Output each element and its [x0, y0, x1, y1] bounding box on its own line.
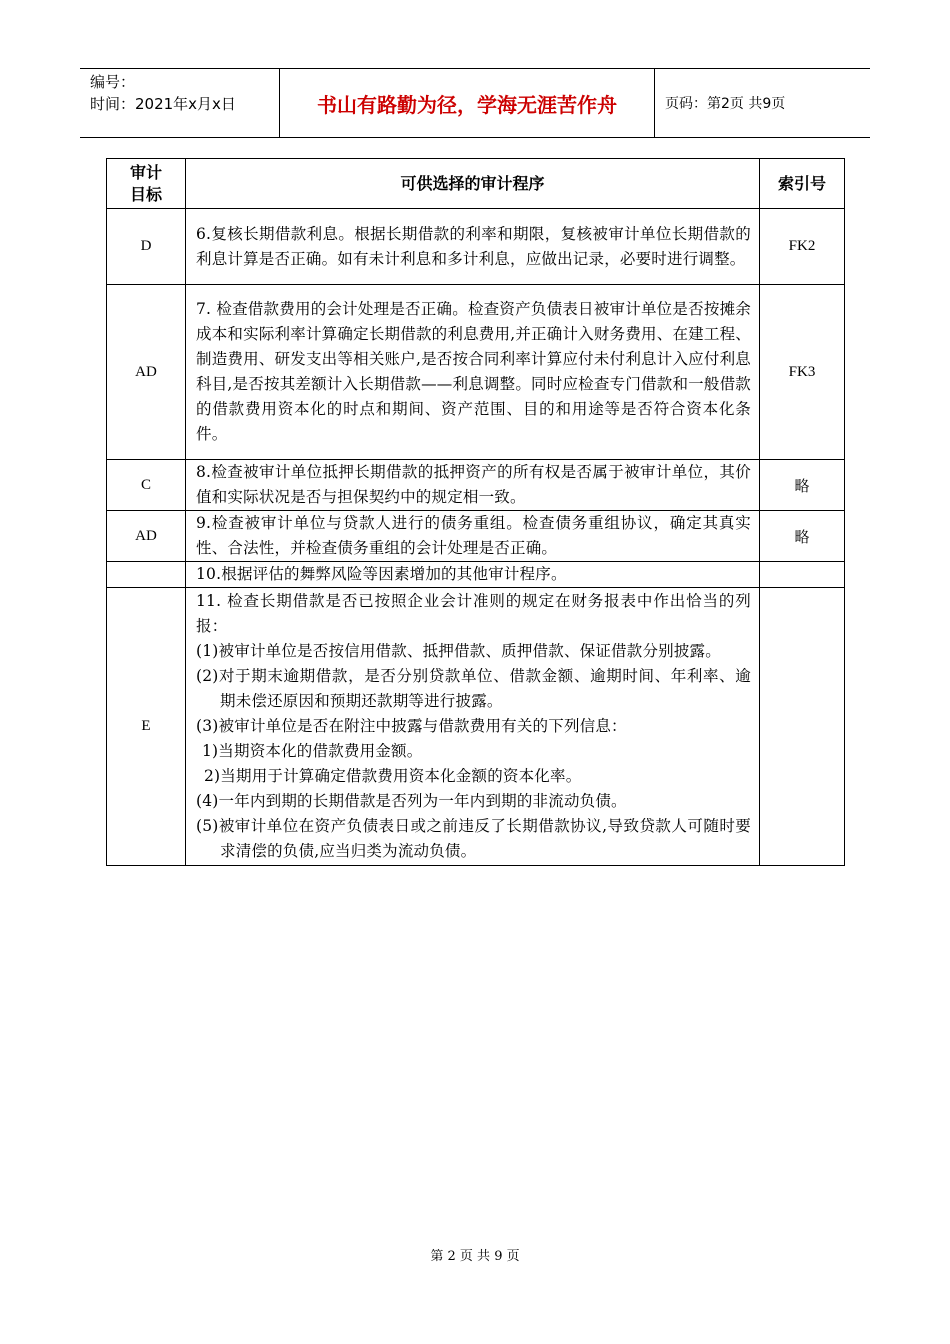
index-cell: FK3 — [760, 285, 845, 460]
column-header-index: 索引号 — [760, 159, 845, 209]
disclosure-item: (2)对于期末逾期借款，是否分别贷款单位、借款金额、逾期时间、年利率、逾期未偿还原因和预期还款期等进行披露。 — [196, 667, 751, 710]
index-cell — [760, 588, 845, 866]
audit-procedure-table — [106, 158, 845, 866]
disclosure-item: (1)被审计单位是否按信用借款、抵押借款、质押借款、保证借款分别披露。 — [196, 642, 721, 660]
disclosure-item: (4)一年内到期的长期借款是否列为一年内到期的非流动负债。 — [196, 792, 627, 810]
procedure-cell: 6.复核长期借款利息。根据长期借款的利率和期限，复核被审计单位长期借款的利息计算是否正确。如有未计利息和多计利息，应做出记录，必要时进行调整。 — [186, 209, 760, 285]
header-meta — [80, 69, 280, 137]
table-row — [107, 588, 845, 866]
disclosure-item: (3)被审计单位是否在附注中披露与借款费用有关的下列信息： — [196, 717, 627, 735]
procedure-cell: 9.检查被审计单位与贷款人进行的债务重组。检查债务重组协议，确定其真实性、合法性，并检查债务重组的会计处理是否正确。 — [186, 511, 760, 562]
index-cell: FK2 — [760, 209, 845, 285]
number-label: 编号： — [90, 73, 136, 91]
table-row — [107, 460, 845, 511]
objective-cell: C — [107, 460, 186, 511]
index-cell: 略 — [760, 460, 845, 511]
disclosure-subitem: 2)当期用于计算确定借款费用资本化金额的资本化率。 — [204, 767, 582, 785]
column-header-objective: 审计目标 — [107, 159, 186, 209]
procedure-intro: 11. 检查长期借款是否已按照企业会计准则的规定在财务报表中作出恰当的列报： — [196, 592, 751, 635]
page-footer: 第 2 页 共 9 页 — [430, 1249, 520, 1264]
table-row — [107, 285, 845, 460]
objective-cell — [107, 562, 186, 588]
objective-cell: E — [107, 588, 186, 866]
motto: 书山有路勤为径，学海无涯苦作舟 — [280, 69, 655, 137]
procedure-cell: 8.检查被审计单位抵押长期借款的抵押资产的所有权是否属于被审计单位，其价值和实际状况是否与担保契约中的规定相一致。 — [186, 460, 760, 511]
table-row — [107, 511, 845, 562]
index-cell — [760, 562, 845, 588]
disclosure-subitem: 1)当期资本化的借款费用金额。 — [202, 742, 423, 760]
index-cell: 略 — [760, 511, 845, 562]
disclosure-item: (5)被审计单位在资产负债表日或之前违反了长期借款协议,导致贷款人可随时要求清偿的负债,应当归类为流动负债。 — [196, 817, 751, 860]
procedure-cell — [186, 588, 760, 866]
objective-cell: D — [107, 209, 186, 285]
time-label: 时间：2021年x月x日 — [90, 95, 236, 113]
objective-cell: AD — [107, 285, 186, 460]
table-row — [107, 209, 845, 285]
page-header — [80, 68, 870, 138]
table-row — [107, 562, 845, 588]
page-info: 页码：第2页 共9页 — [665, 96, 786, 112]
procedure-cell: 10.根据评估的舞弊风险等因素增加的其他审计程序。 — [186, 562, 760, 588]
column-header-procedure: 可供选择的审计程序 — [186, 159, 760, 209]
procedure-cell: 7. 检查借款费用的会计处理是否正确。检查资产负债表日被审计单位是否按摊余成本和实际利率计算确定长期借款的利息费用,并正确计入财务费用、在建工程、制造费用、研发支出等相关账户,是否按合同利率计算应付未付利息计入应付利息科目,是否按其差额计入长期借款——利息调整。同时应检查专门借款和一般借款的借款费用资本化的时点和期间、资产范围、目的和用途等是否符合资本化条件。 — [186, 285, 760, 460]
objective-cell: AD — [107, 511, 186, 562]
table-header-row — [107, 159, 845, 209]
